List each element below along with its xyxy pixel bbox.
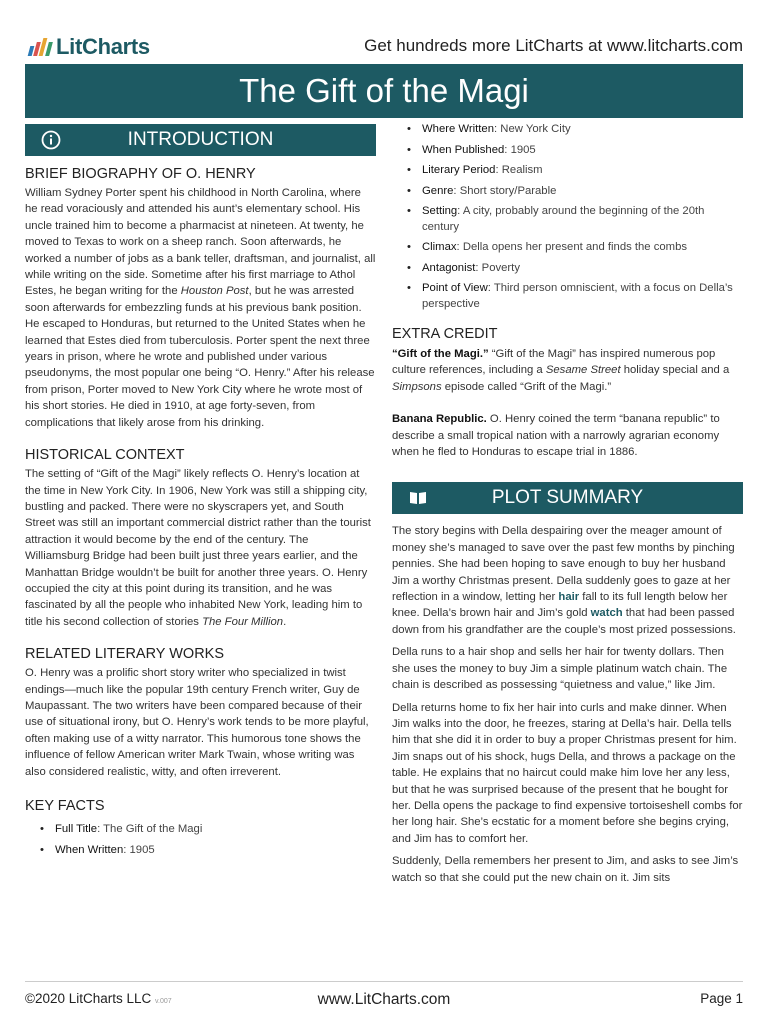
page-footer <box>25 991 743 1013</box>
key-facts-list-left <box>25 822 376 858</box>
key-fact-item: • When Written: 1905 <box>25 843 376 859</box>
page-number: Page 1 <box>700 991 743 1006</box>
book-icon <box>408 488 428 508</box>
plot-paragraph: Suddenly, Della remembers her present to Jim, and asks to see Jim’s watch so that she could put the new chain on it. Jim sits <box>392 855 739 884</box>
site-link[interactable]: www.LitCharts.com <box>317 991 451 1008</box>
key-fact-item: • Where Written: New York City <box>392 122 743 138</box>
symbol-link-watch[interactable]: watch <box>590 607 623 620</box>
bio-title: BRIEF BIOGRAPHY OF O. HENRY <box>25 166 256 182</box>
key-fact-item: • When Published: 1905 <box>392 143 743 159</box>
logo-text: LitCharts <box>56 34 150 59</box>
page-header <box>25 30 743 62</box>
logo-bars-icon <box>29 38 51 56</box>
key-fact-item: • Literary Period: Realism <box>392 163 743 179</box>
plot-paragraph: Della runs to a hair shop and sells her hair for twenty dollars. Then she uses the money to buy Jim a simple platinum watch chain. The chain is described as possessing “quietness and value,” like Jim. <box>392 646 728 692</box>
right-column <box>392 122 743 886</box>
left-column <box>25 124 376 863</box>
litcharts-logo[interactable] <box>29 34 150 60</box>
promo-text: Get hundreds more LitCharts at www.litcharts.com <box>364 36 743 55</box>
related-works-paragraph: O. Henry was a prolific short story writer who specialized in twist endings—much like the popular 19th century French writer, Guy de Maupassant. The two writers have been compared because of their use of situational irony, but O. Henry’s work tends to be more playful, often making use of a witty narrator. This humorous tone shows the influence of fellow American writer Mark Twain, whose writing was also considered realistic, witty, and often irreverent. <box>25 667 369 778</box>
page-title: The Gift of the Magi <box>239 72 529 109</box>
key-fact-item: • Point of View: Third person omniscient, with a focus on Della’s perspective <box>392 281 743 312</box>
plot-paragraph: The story begins with Della despairing over the meager amount of money she’s managed to save over the past few months by pinching pennies. She had been hoping to save enough to buy her husband Jim a worthy Christmas present. Della suddenly goes to gaze at her reflection in a window, letting her hair fall to its full length below her knee. Della’s brown hair and Jim’s gold watch that had been passed down from his grandfather are the couple’s most prized possessions. <box>392 525 736 636</box>
key-fact-item: • Antagonist: Poverty <box>392 261 743 277</box>
bio-paragraph: William Sydney Porter spent his childhood in North Carolina, where he read voraciously and attended his aunt’s elementary school. His uncle trained him to become a pharmacist at nineteen. At twenty, he moved to Texas to work on a sheep ranch. Soon afterwards, he worked a number of jobs as a bank teller, draftsman, and journalist, all while writing on the side. Sometime after his first marriage to Athol Estes, he began writing for the Houston Post, but he was arrested soon afterwards for embezzling funds at his previous bank position. He escaped to Honduras, but returned to the United States when he learned that Estes died from tuberculosis. Porter spent the next three years in prison, where he wrote and published under various pseudonyms, the most popular one being “O. Henry.” After his release from prison, Porter moved to New York City where he wrote most of his short stories. He died in 1910, at age forty-seven, from complications that likely arose from his drinking. <box>25 187 376 429</box>
plot-summary-heading: PLOT SUMMARY <box>491 487 644 509</box>
footer-divider <box>25 981 743 982</box>
extra-credit-item: “Gift of the Magi.” “Gift of the Magi” has inspired numerous pop culture references, including a Sesame Street holiday special and a Simpsons episode called “Grift of the Magi.” <box>392 348 730 393</box>
historical-context-title: HISTORICAL CONTEXT <box>25 447 185 464</box>
extra-credit-title: EXTRA CREDIT <box>392 326 498 342</box>
introduction-bar <box>25 124 376 156</box>
key-facts-list-right <box>392 122 743 312</box>
copyright-text: ©2020 LitCharts LLC v.007 <box>25 991 172 1006</box>
plot-summary-bar <box>392 482 743 514</box>
title-bar <box>25 64 743 118</box>
key-fact-item: • Full Title: The Gift of the Magi <box>25 822 376 838</box>
related-works-title: RELATED LITERARY WORKS <box>25 646 225 663</box>
key-fact-item: • Genre: Short story/Parable <box>392 184 743 200</box>
key-fact-item: • Setting: A city, probably around the beginning of the 20th century <box>392 204 743 235</box>
historical-context-paragraph: The setting of “Gift of the Magi” likely reflects O. Henry’s location at the time in New York City. In 1906, New York was still a shipping city, bustling and packed. There were no skyscrapers yet, and South Street was still an important commercial district rather than the tourist attraction it would become by the end of the century. The Williamsburg Bridge had been built just three years earlier, and the Manhattan Bridge wouldn’t be built for another three years. O. Henry occupied the city at this point during its transition, and he was fascinated by all the people who inhabited New York, leading him to title his second collection of stories The Four Million. <box>25 468 371 628</box>
extra-credit-item: Banana Republic. O. Henry coined the term “banana republic” to describe a small tropical nation with a narrowly agrarian economy when he fled to Honduras to escape trial in 1886. <box>392 413 720 459</box>
key-fact-item: • Climax: Della opens her present and finds the combs <box>392 240 743 256</box>
key-facts-title: KEY FACTS <box>25 798 105 814</box>
symbol-link-hair[interactable]: hair <box>558 591 580 604</box>
introduction-heading: INTRODUCTION <box>127 129 274 150</box>
plot-paragraph: Della returns home to fix her hair into curls and make dinner. When Jim walks into the door, he freezes, staring at Della’s hair. Della tells him that she did it in order to buy a proper Christmas present for him. Jim snaps out of his shock, hugs Della, and throws a package on the table. He explains that no haircut could make him love her any less, but that he was surprised because of the present that he bought for her. Della opens the package to find expensive tortoiseshell combs for her long hair. She’s ecstatic for a moment before she begins crying, and Jim has to comfort her. <box>392 701 743 845</box>
info-icon <box>41 130 61 150</box>
